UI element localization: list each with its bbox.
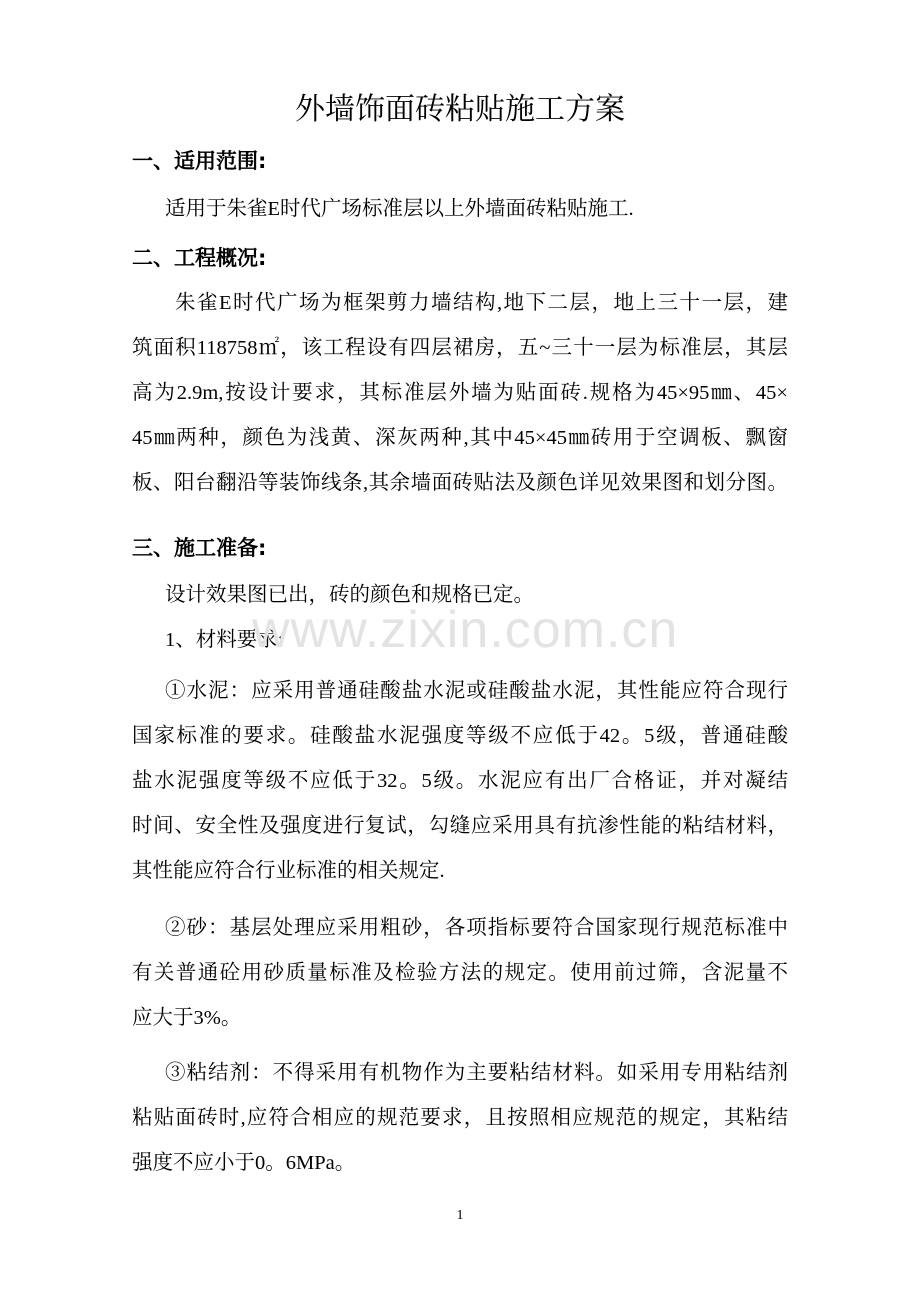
section-heading-overview: 二、工程概况:	[132, 246, 267, 270]
adhesive-line: 强度不应小于0。6MPa。	[132, 1152, 356, 1174]
overview-line: 45㎜两种，颜色为浅黄、深灰两种,其中45×45㎜砖用于空调板、飘窗	[132, 427, 788, 449]
sand-line: ②砂：基层处理应采用粗砂，各项指标要符合国家现行规范标准中	[165, 917, 788, 939]
section-heading-preparation: 三、施工准备:	[132, 536, 267, 560]
adhesive-line: ③粘结剂：不得采用有机物作为主要粘结材料。如采用专用粘结剂	[165, 1062, 788, 1084]
cement-line: 其性能应符合行业标准的相关规定.	[132, 860, 445, 882]
overview-line: 板、阳台翻沿等装饰线条,其余墙面砖贴法及颜色详见效果图和划分图。	[132, 472, 788, 494]
overview-line: 朱雀E时代广场为框架剪力墙结构,地下二层，地上三十一层，建	[175, 292, 788, 314]
cement-line: 盐水泥强度等级不应低于32。5级。水泥应有出厂合格证，并对凝结	[132, 770, 788, 792]
cement-line: 国家标准的要求。硅酸盐水泥强度等级不应低于42。5级，普通硅酸	[132, 725, 788, 747]
watermark-text: www.zixin.com.cn	[252, 601, 679, 659]
section-heading-scope: 一、适用范围:	[132, 149, 267, 173]
overview-line: 高为2.9m,按设计要求，其标准层外墙为贴面砖.规格为45×95㎜、45×	[132, 382, 788, 404]
document-title: 外墙饰面砖粘贴施工方案	[295, 92, 625, 127]
cement-paragraph	[132, 669, 788, 894]
adhesive-line: 粘贴面砖时,应符合相应的规范要求，且按照相应规范的规定，其粘结	[132, 1107, 788, 1129]
overview-paragraph	[132, 281, 788, 506]
sand-line: 应大于3%。	[132, 1007, 242, 1029]
sand-line: 有关普通砼用砂质量标准及检验方法的规定。使用前过筛，含泥量不	[132, 962, 788, 984]
preparation-line: 设计效果图已出，砖的颜色和规格已定。	[165, 584, 534, 606]
page-number: 1	[456, 1208, 464, 1223]
overview-line: 筑面积118758㎡，该工程设有四层裙房，五~三十一层为标准层，其层	[132, 337, 788, 359]
materials-heading: 1、材料要求:	[165, 629, 284, 651]
adhesive-paragraph	[132, 1051, 788, 1186]
sand-paragraph	[132, 906, 788, 1041]
scope-paragraph	[132, 187, 788, 232]
cement-line: 时间、安全性及强度进行复试，勾缝应采用具有抗渗性能的粘结材料，	[132, 815, 788, 837]
cement-line: ①水泥：应采用普通硅酸盐水泥或硅酸盐水泥，其性能应符合现行	[165, 680, 788, 702]
scope-line: 适用于朱雀E时代广场标准层以上外墙面砖粘贴施工.	[165, 198, 634, 220]
